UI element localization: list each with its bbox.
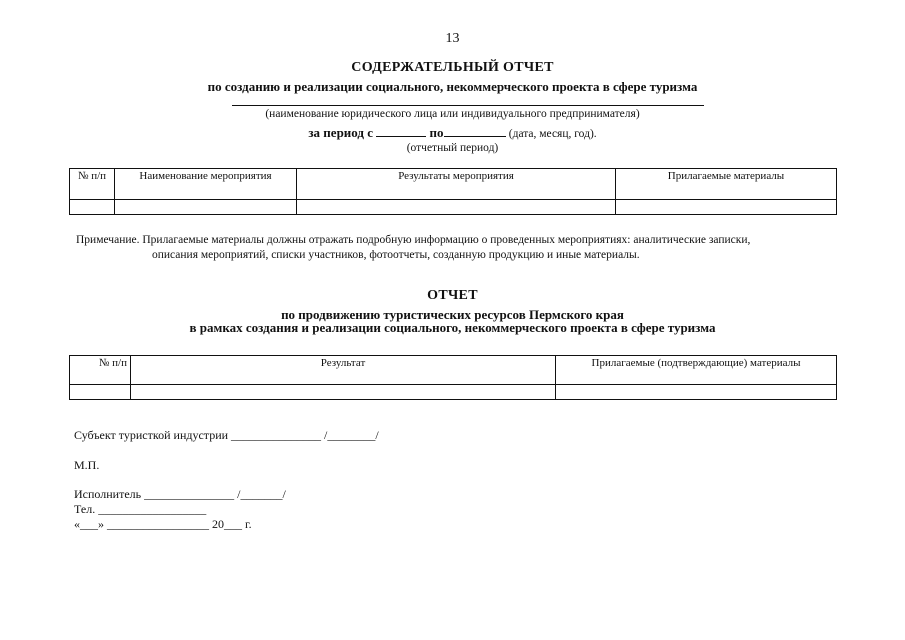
page-number: 13	[445, 31, 460, 46]
note-line-1: Примечание. Прилагаемые материалы должны отражать подробную информацию о проведенных мероприятиях: аналитические записки,	[76, 234, 751, 246]
header-result: Результат	[131, 356, 556, 385]
entity-name-line	[232, 105, 704, 106]
note-line-2: описания мероприятий, списки участников, фотоотчеты, созданную продукцию и иные материалы.	[152, 249, 640, 261]
promotion-report-subtitle-2: в рамках создания и реализации социального, некоммерческого проекта в сфере туризма	[189, 320, 716, 335]
phone-line: Тел. __________________	[74, 502, 207, 516]
table-cell	[115, 200, 297, 215]
header-event-results: Результаты мероприятия	[297, 169, 616, 200]
table-row	[70, 200, 837, 215]
table-header-row	[70, 169, 837, 200]
table-cell	[70, 385, 131, 400]
promotion-report-subtitle-1: по продвижению туристических ресурсов Пермского края	[281, 307, 624, 322]
header-number: № п/п	[70, 169, 115, 200]
period-caption: (отчетный период)	[406, 142, 499, 154]
period-end-blank	[444, 124, 506, 137]
header-attached-materials: Прилагаемые материалы	[616, 169, 837, 200]
table-cell	[297, 200, 616, 215]
table-row	[70, 385, 837, 400]
promotion-report-title: ОТЧЕТ	[427, 288, 478, 303]
period-hint: (дата, месяц, год).	[508, 128, 597, 140]
table-cell	[616, 200, 837, 215]
events-table	[69, 168, 837, 215]
period-prefix: за период с	[308, 125, 374, 140]
date-line: «___» _________________ 20___ г.	[74, 517, 252, 531]
subject-signature-line: Субъект туристкой индустрии _______________ /________/	[74, 428, 379, 442]
entity-name-caption: (наименование юридического лица или индивидуального предпринимателя)	[265, 108, 640, 120]
period-line	[0, 124, 905, 141]
executor-signature-line: Исполнитель _______________ /_______/	[74, 487, 286, 501]
promotion-table	[69, 355, 837, 400]
table-cell	[131, 385, 556, 400]
header-event-name: Наименование мероприятия	[115, 169, 297, 200]
header-supporting-materials: Прилагаемые (подтверждающие) материалы	[556, 356, 837, 385]
report-title: СОДЕРЖАТЕЛЬНЫЙ ОТЧЕТ	[351, 60, 554, 75]
period-mid: по	[429, 125, 444, 140]
table-cell	[70, 200, 115, 215]
stamp-label: М.П.	[74, 458, 100, 472]
table-cell	[556, 385, 837, 400]
table-header-row	[70, 356, 837, 385]
period-start-blank	[376, 124, 426, 137]
report-subtitle: по созданию и реализации социального, некоммерческого проекта в сфере туризма	[207, 79, 698, 94]
note	[76, 233, 750, 263]
header-number: № п/п	[70, 356, 131, 385]
